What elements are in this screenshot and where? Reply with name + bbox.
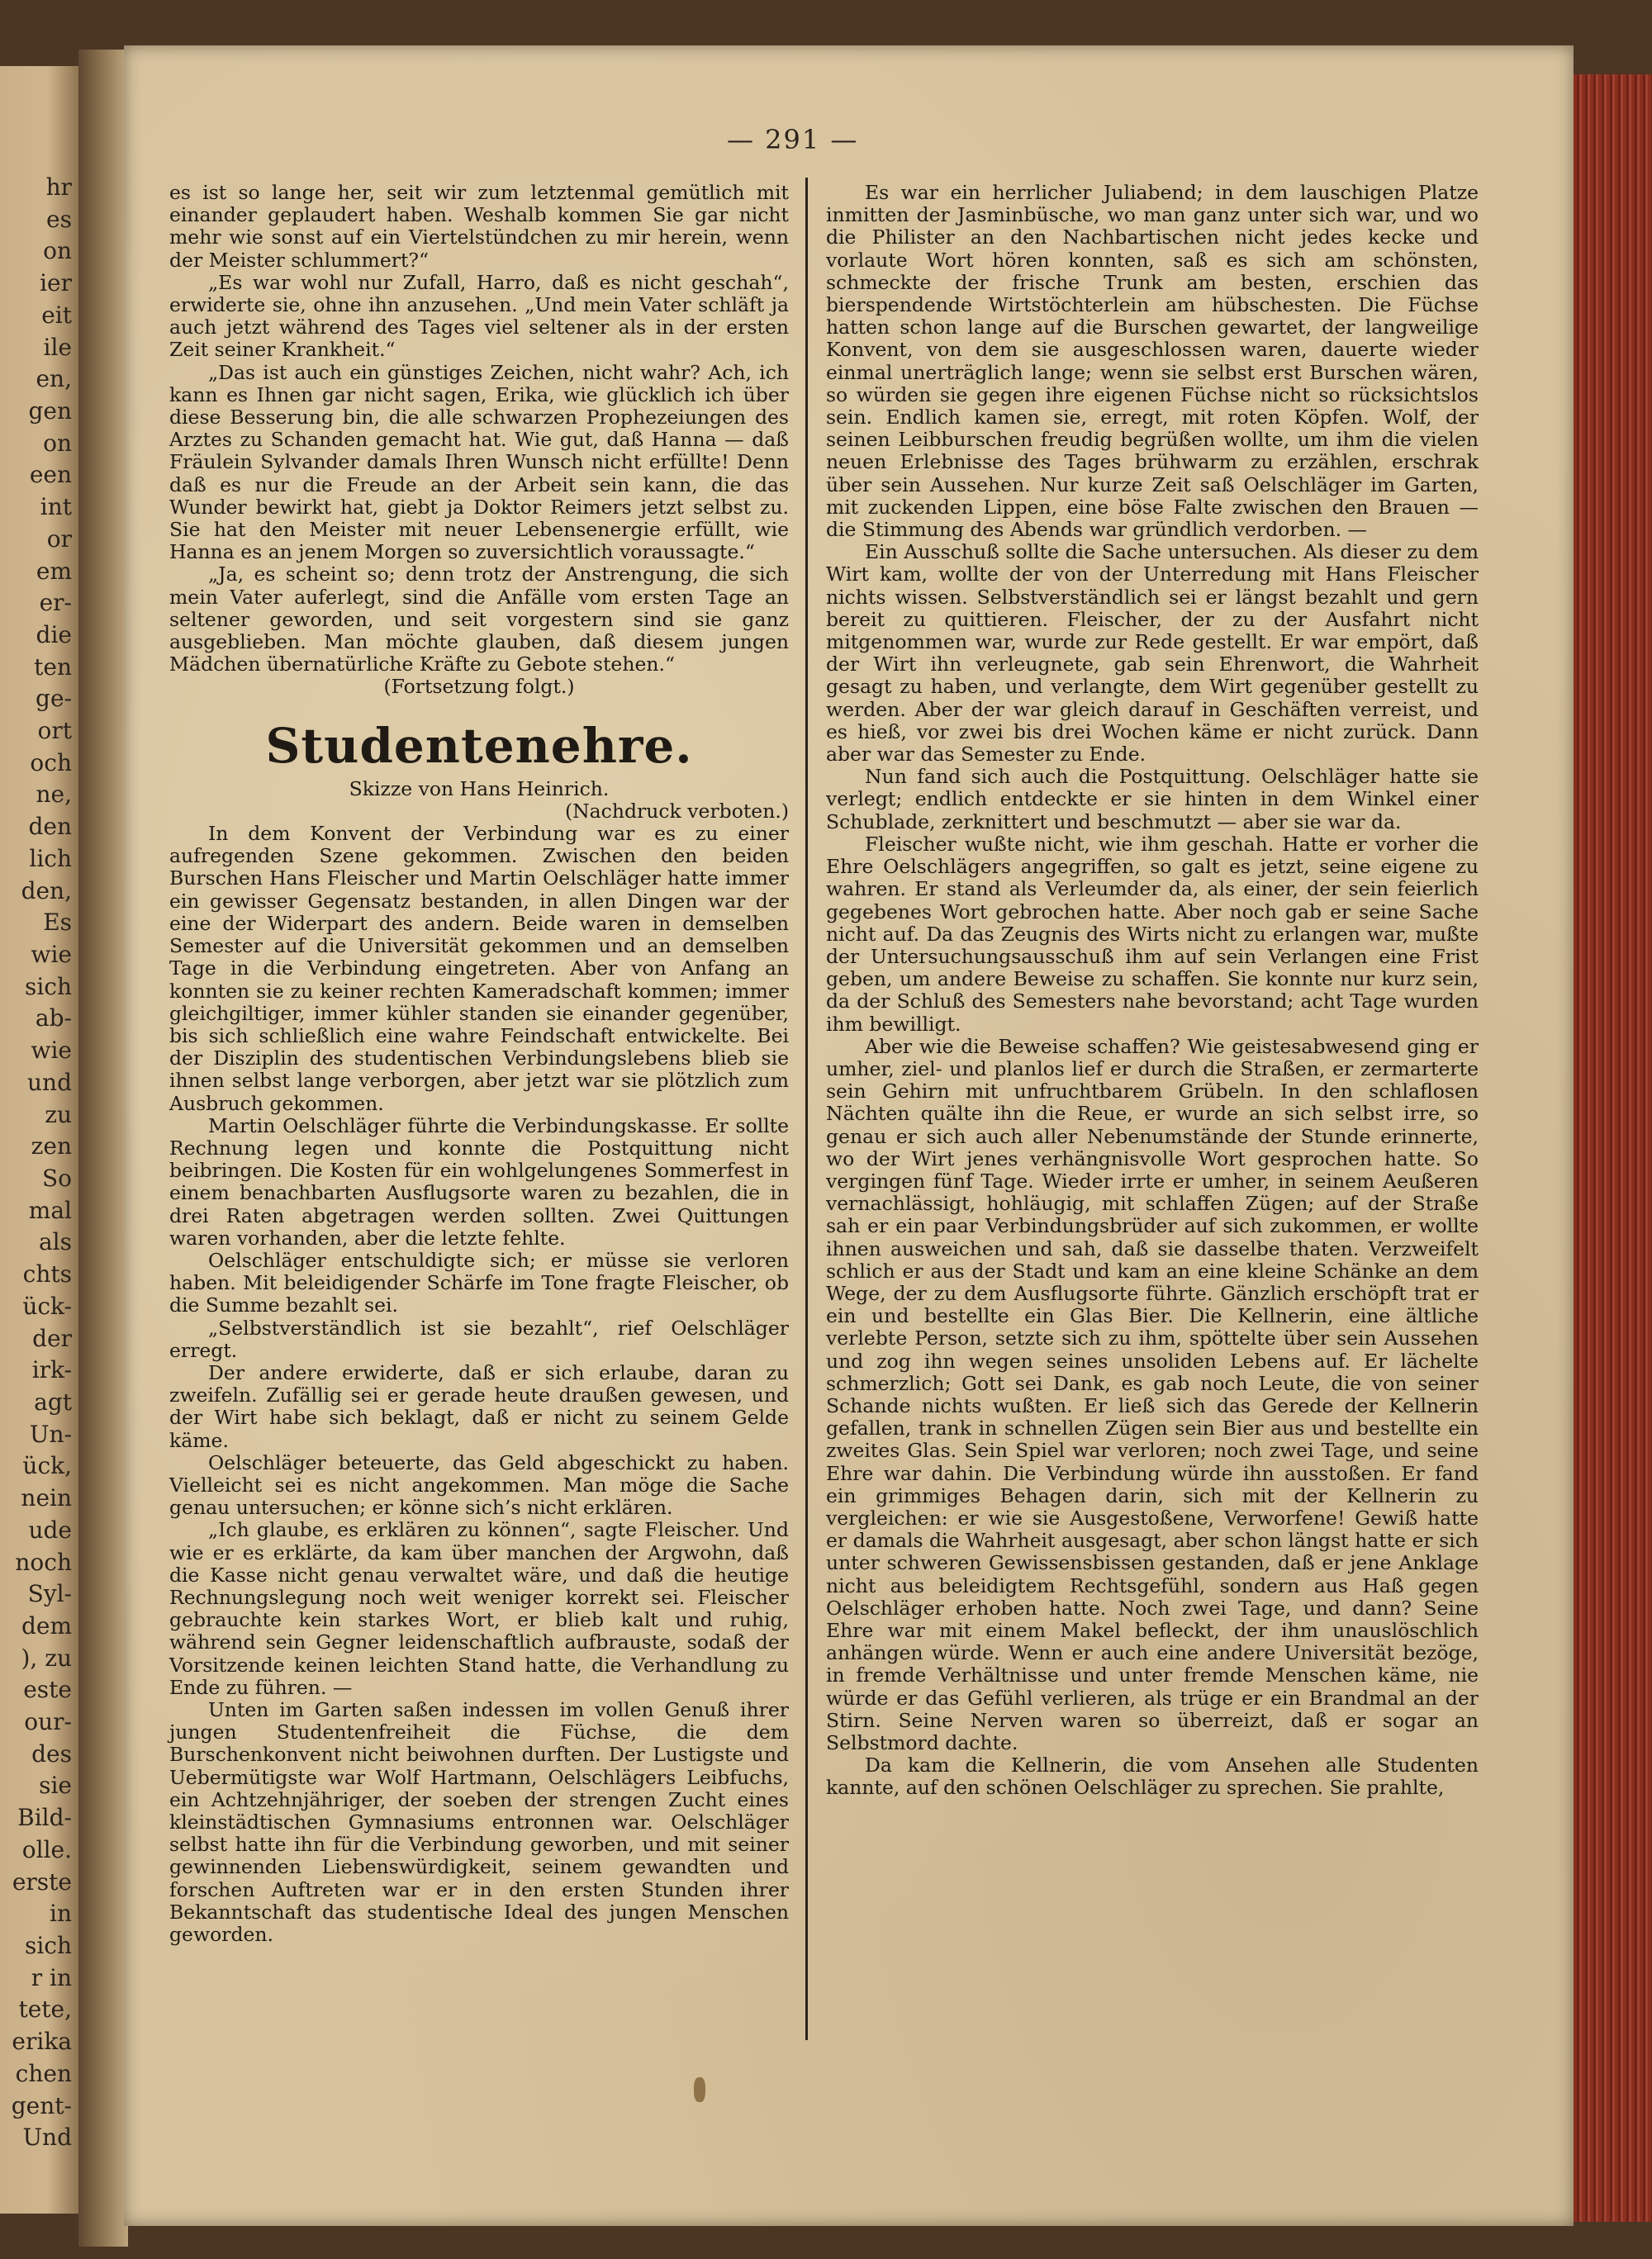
paragraph: Oelschläger entschuldigte sich; er müsse sie verloren haben. Mit beleidigender Schärfe im Tone fragte Fleischer, ob die Summe bezahlt sei. xyxy=(169,1248,789,1317)
left-page-fragment: in xyxy=(50,1900,72,1928)
left-page-fragment: our- xyxy=(24,1708,72,1736)
left-column xyxy=(169,182,789,1946)
left-page-fragment: agt xyxy=(34,1388,72,1416)
left-page-fragment: So xyxy=(41,1165,72,1192)
left-page-fragment: zen xyxy=(31,1132,72,1160)
left-page-fragment: ier xyxy=(40,269,72,297)
left-page-fragment: chts xyxy=(22,1260,72,1288)
left-page-fragment: sie xyxy=(39,1772,72,1800)
left-page-fragment: gen xyxy=(28,396,72,425)
left-page-fragment: hr xyxy=(45,173,72,201)
paragraph: „Das ist auch ein günstiges Zeichen, nicht wahr? Ach, ich kann es Ihnen gar nicht sagen, Erika, wie glücklich ich über diese Besserung bin, die alle schwarzen Prophezeiungen des Arztes zu Schanden gemacht hat. Wie gut, daß Hanna — daß Fräulein Sylvander damals Ihren Wunsch nicht erfüllte! Denn daß es nur die Freude an der Arbeit sein kann, die das Wunder bewirkt hat, giebt ja Doktor Reimers jetzt selbst zu. Sie hat den Meister mit neuer Lebensenergie erfüllt, wie Hanna es an jenem Morgen so zuversichtlich voraussagte.“ xyxy=(169,360,789,564)
paragraph: „Ich glaube, es erklären zu können“, sagte Fleischer. Und wie er es erklärte, da kam über manchen der Argwohn, daß die Kasse nicht genau verwaltet wäre, und daß die heutige Rechnungslegung noch weit weniger korrekt sei. Fleischer gebrauchte kein starkes Wort, er blieb kalt und ruhig, während sein Gegner leidenschaftlich aufbrauste, sodaß der Vorsitzende keinen leichten Stand hatte, die Verhandlung zu Ende zu führen. — xyxy=(169,1518,789,1699)
book-gutter xyxy=(78,50,128,2247)
left-page-fragment: nein xyxy=(21,1484,72,1512)
left-page-fragment: als xyxy=(38,1228,72,1256)
left-page-fragment: Un- xyxy=(29,1420,72,1448)
left-page-fragment: irk- xyxy=(31,1356,72,1384)
paragraph: es ist so lange her, seit wir zum letztenmal gemütlich mit einander geplaudert haben. Weshalb kommen Sie gar nicht mehr wie sonst auf ein Viertelstündchen zu mir herein, wenn der Meister schlummert?“ xyxy=(169,181,789,272)
left-page-fragment: noch xyxy=(15,1548,72,1576)
continuation-note: (Fortsetzung folgt.) xyxy=(383,675,575,699)
paragraph: Martin Oelschläger führte die Verbindungskasse. Er sollte Rechnung legen und konnte die Postquittung nicht beibringen. Die Kosten für ein wohlgelungenes Sommerfest in einem benachbarten Ausflugsorte waren zu bezahlen, die in drei Raten abgetragen werden sollten. Zwei Quittungen waren vorhanden, aber die letzte fehlte. xyxy=(169,1113,789,1250)
left-page-fragment: eit xyxy=(41,301,72,329)
left-page-fragment: lich xyxy=(29,844,72,872)
left-page-fragment: des xyxy=(31,1739,72,1768)
left-page-fragment: en, xyxy=(36,365,72,393)
left-page-fragment: der xyxy=(32,1324,72,1352)
paragraph: „Selbstverständlich ist sie bezahlt“, rief Oelschläger erregt. xyxy=(169,1316,789,1362)
left-page-fragment: Und xyxy=(22,2124,72,2152)
ink-stain xyxy=(694,2077,705,2102)
left-page-fragment: or xyxy=(46,524,72,553)
left-page-fragment: und xyxy=(27,1068,72,1096)
story-byline: Skizze von Hans Heinrich. xyxy=(349,776,610,800)
left-page-fragment: wie xyxy=(31,941,72,969)
left-page-fragment: ile xyxy=(43,333,72,361)
paragraph: In dem Konvent der Verbindung war es zu einer aufregenden Szene gekommen. Zwischen den beiden Burschen Hans Fleischer und Martin Oelschläger hatte immer ein gewisser Gegensatz bestanden, in allen Dingen war der eine der Widerpart des andern. Beide waren in demselben Semester auf die Universität gekommen und an demselben Tage in die Verbindung eingetreten. Aber von Anfang an konnten sie zu keiner rechten Kameradschaft kommen; immer gleichgiltiger, immer kühler standen sie einander gegenüber, bis sich schließlich eine wahre Feindschaft entwickelte. Bei der Disziplin des studentischen Verbindungslebens blieb sie ihnen selbst lange verborgen, aber jetzt war sie plötzlich zum Ausbruch gekommen. xyxy=(169,822,789,1115)
left-page-fragment: mal xyxy=(28,1196,72,1224)
left-page-fragment: sich xyxy=(24,972,72,1000)
left-page-fragment: ten xyxy=(34,653,72,681)
left-page-fragment: erste xyxy=(12,1867,72,1896)
left-page-fragment: ), zu xyxy=(21,1644,72,1672)
left-page-fragment: dem xyxy=(21,1611,72,1640)
left-page-fragment: ne, xyxy=(36,781,72,809)
left-page-fragment: Syl- xyxy=(27,1580,72,1608)
left-page-fragment: ude xyxy=(28,1516,72,1544)
left-page-fragment: ort xyxy=(37,717,72,745)
left-page-fragment: ge- xyxy=(36,685,72,713)
paragraph: Fleischer wußte nicht, wie ihm geschah. Hatte er vorher die Ehre Oelschlägers angegriffen, so galt es jetzt, seine eigene zu wahren. Er stand als Verleumder da, als einer, der sein feierlich gegebenes Wort gebrochen hatte. Aber noch gab er seine Sache nicht auf. Da das Zeugnis des Wirts nicht zu erlangen war, mußte der Untersuchungsausschuß ihm auf sein Verlangen eine Frist geben, um andere Beweise zu schaffen. Sie konnte nur kurz sein, da der Schluß des Semesters nahe bevorstand; acht Tage wurden ihm bewilligt. xyxy=(826,832,1479,1036)
left-page-fragment: chen xyxy=(15,2059,72,2087)
left-page-fragment: sich xyxy=(24,1932,72,1960)
left-page-fragment: er- xyxy=(39,589,72,617)
left-page-fragment: Bild- xyxy=(17,1804,72,1832)
left-page-fragment: Es xyxy=(43,909,72,937)
left-page-fragment: die xyxy=(36,620,72,648)
page-number: — 291 — xyxy=(727,124,859,155)
left-page-fragment: den, xyxy=(21,876,72,904)
left-page-fragment: gent- xyxy=(11,2091,72,2119)
paragraph: „Ja, es scheint so; denn trotz der Anstrengung, die sich mein Vater auferlegt, sind die Anfälle vom ersten Tage an seltener geworden, und seit vorgestern sind sie ganz ausgeblieben. Man möchte glauben, daß diesem jungen Mädchen übernatürliche Kräfte zu Gebote stehen.“ xyxy=(169,562,789,676)
left-page-fragment: ück- xyxy=(22,1292,72,1320)
left-page-fragment: tete, xyxy=(18,1996,72,2024)
paragraph: Ein Ausschuß sollte die Sache untersuchen. Als dieser zu dem Wirt kam, wollte der von der Unterredung mit Hans Fleischer nichts wissen. Selbstverständlich sei er längst bezahlt und gern bereit zu quittieren. Fleischer, der zu der Ausfahrt nicht mitgenommen war, wurde zur Rede gestellt. Er war empört, daß der Wirt ihn verleugnete, gab sein Ehrenwort, die Wahrheit gesagt zu haben, und verlangte, dem Wirt gegenüber gestellt zu werden. Aber der war gleich darauf in Geschäften verreist, und es hieß, vor zwei bis drei Wochen käme er nicht zurück. Dann aber war das Semester zu Ende. xyxy=(826,540,1479,766)
paragraph: „Es war wohl nur Zufall, Harro, daß es nicht geschah“, erwiderte sie, ohne ihn anzusehen. „Und mein Vater schläft ja auch jetzt während des Tages viel seltener als in der ersten Zeit seiner Krankheit.“ xyxy=(169,270,789,362)
left-page-fragment: r in xyxy=(31,1963,72,1991)
paragraph: Da kam die Kellnerin, die vom Ansehen alle Studenten kannte, auf den schönen Oelschläger zu sprechen. Sie prahlte, xyxy=(826,1754,1479,1800)
reprint-note: (Nachdruck verboten.) xyxy=(564,799,789,823)
left-page-fragment: on xyxy=(43,429,72,457)
left-page-fragment: es xyxy=(46,205,72,233)
left-page-fragment: och xyxy=(30,748,72,776)
column-rule xyxy=(805,178,808,2040)
paragraph: Aber wie die Beweise schaffen? Wie geistesabwesend ging er umher, ziel- und planlos lief er durch die Straßen, er zermarterte sein Gehirn mit unfruchtbarem Grübeln. In den schlaflosen Nächten quälte ihn die Reue, er wurde an sich selbst irre, so genau er sich auch aller Nebenumstände der Stunde erinnerte, wo der Wirt jenes verhängnisvolle Wort gesprochen hatte. So vergingen fünf Tage. Wieder irrte er umher, in seinem Aeußeren vernachlässigt, hohläugig, mit schlaffen Zügen; auf der Straße sah er ein paar Verbindungsbrüder auf sich zukommen, er wollte ihnen ausweichen und sah, daß sie dasselbe thaten. Verzweifelt schlich er aus der Stadt und kam an eine kleine Schänke an dem Wege, der zu dem Ausflugsorte führte. Gänzlich erschöpft trat er ein und bestellte ein Glas Bier. Die Kellnerin, eine ältliche verlebte Person, setzte sich zu ihm, spöttelte über sein Aussehen und zog ihn wegen seines unsoliden Lebens auf. Er lächelte schmerzlich; Gott sei Dank, es gab noch Leute, die von seiner Schande nichts wußten. Er ließ sich das Gerede der Kellnerin gefallen, trank in schnellen Zügen sein Bier aus und bestellte ein zweites Glas. Sein Spiel war verloren; noch zwei Tage, und seine Ehre war dahin. Die Verbindung würde ihn ausstoßen. Er fand ein grimmiges Behagen darin, sich mit der Kellnerin zu vergleichen: er wie sie Ausgestoßene, Verworfene! Gewiß hatte er damals die Wahrheit ausgesagt, aber schon längst hatte er sich unter schweren Gewissensbissen gestanden, daß er jene Anklage nicht aus beleidigtem Rechtsgefühl, sondern aus Haß gegen Oelschläger erhoben hatte. Noch zwei Tage, und dann? Seine Ehre war mit einem Makel befleckt, der ihm unauslöschlich anhängen würde. Wenn er auch eine andere Universität bezöge, in fremde Verhältnisse und unter fremde Menschen käme, nie würde er das Gefühl verlieren, als trüge er ein Brandmal an der Stirn. Seine Nerven waren so überreizt, daß er sogar an Selbstmord dachte. xyxy=(826,1034,1479,1755)
left-page-edge xyxy=(0,66,78,2214)
paragraph: Es war ein herrlicher Juliabend; in dem lauschigen Platze inmitten der Jasminbüsche, wo man ganz unter sich war, und wo die Philister an den Nachbartischen nicht jedes kecke und vorlaute Wort hören konnten, saß es sich am schönsten, schmeckte der frische Trunk am besten, erschien das bierspendende Wirtstöchterlein am hübschesten. Die Füchse hatten schon lange auf die Burschen gewartet, der langweilige Konvent, von dem sie ausgeschlossen waren, dauerte wieder einmal unerträglich lange; wenn sie selbst erst Burschen wären, so würden sie gegen ihre eigenen Füchse nicht so rücksichtslos sein. Endlich kamen sie, erregt, mit roten Köpfen. Wolf, der seinen Leibburschen freudig begrüßen wollte, um ihm die vielen neuen Erlebnisse des Tages brühwarm zu erzählen, erschrak über sein Aussehen. Nur kurze Zeit saß Oelschläger im Garten, mit zuckenden Lippen, eine böse Falte zwischen den Brauen — die Stimmung des Abends war gründlich verdorben. — xyxy=(826,181,1479,542)
left-page-fragment: on xyxy=(43,237,72,265)
left-page-fragment: em xyxy=(36,557,72,585)
paragraph: Der andere erwiderte, daß er sich erlaube, daran zu zweifeln. Zufällig sei er gerade heute draußen gewesen, und der Wirt habe sich beklagt, daß er nicht zu seinem Gelde käme. xyxy=(169,1360,789,1452)
left-page-fragment: ab- xyxy=(35,1004,72,1032)
left-page-fragment: ück, xyxy=(22,1452,72,1480)
left-page-fragment: den xyxy=(28,813,72,841)
right-column xyxy=(826,182,1479,1800)
paragraph: Unten im Garten saßen indessen im vollen Genuß ihrer jungen Studentenfreiheit die Füchse, die dem Burschenkonvent nicht beiwohnen durften. Der Lustigste und Uebermütigste war Wolf Hartmann, Oelschlägers Leibfuchs, ein Achtzehnjähriger, der soeben der strengen Zucht eines kleinstädtischen Gymnasiums entronnen war. Oelschläger selbst hatte ihn für die Verbindung geworben, und mit seiner gewinnenden Liebenswürdigkeit, seinem gewandten und forschen Auftreten war er in den ersten Stunden ihrer Bekanntschaft das studentische Ideal des jungen Menschen geworden. xyxy=(169,1698,789,1947)
left-page-fragment: zu xyxy=(45,1100,72,1128)
left-page-fragment: wie xyxy=(31,1037,72,1065)
story-title: Studentenehre. xyxy=(265,717,693,774)
page-stack-edge xyxy=(1574,74,1652,2222)
left-page-fragment: int xyxy=(40,493,72,521)
paragraph: Oelschläger beteuerte, das Geld abgeschickt zu haben. Vielleicht sei es nicht angekommen. Man möge die Sache genau untersuchen; er könne sich’s nicht erklären. xyxy=(169,1450,789,1520)
left-page-fragment: olle. xyxy=(21,1835,72,1863)
paragraph: Nun fand sich auch die Postquittung. Oelschläger hatte sie verlegt; endlich entdeckte er sie hinten in dem Winkel einer Schublade, zerknittert und beschmutzt — aber sie war da. xyxy=(826,765,1479,833)
left-page-fragment: este xyxy=(23,1676,72,1704)
left-page-fragment: een xyxy=(29,461,72,489)
left-page-fragment: erika xyxy=(12,2028,72,2056)
